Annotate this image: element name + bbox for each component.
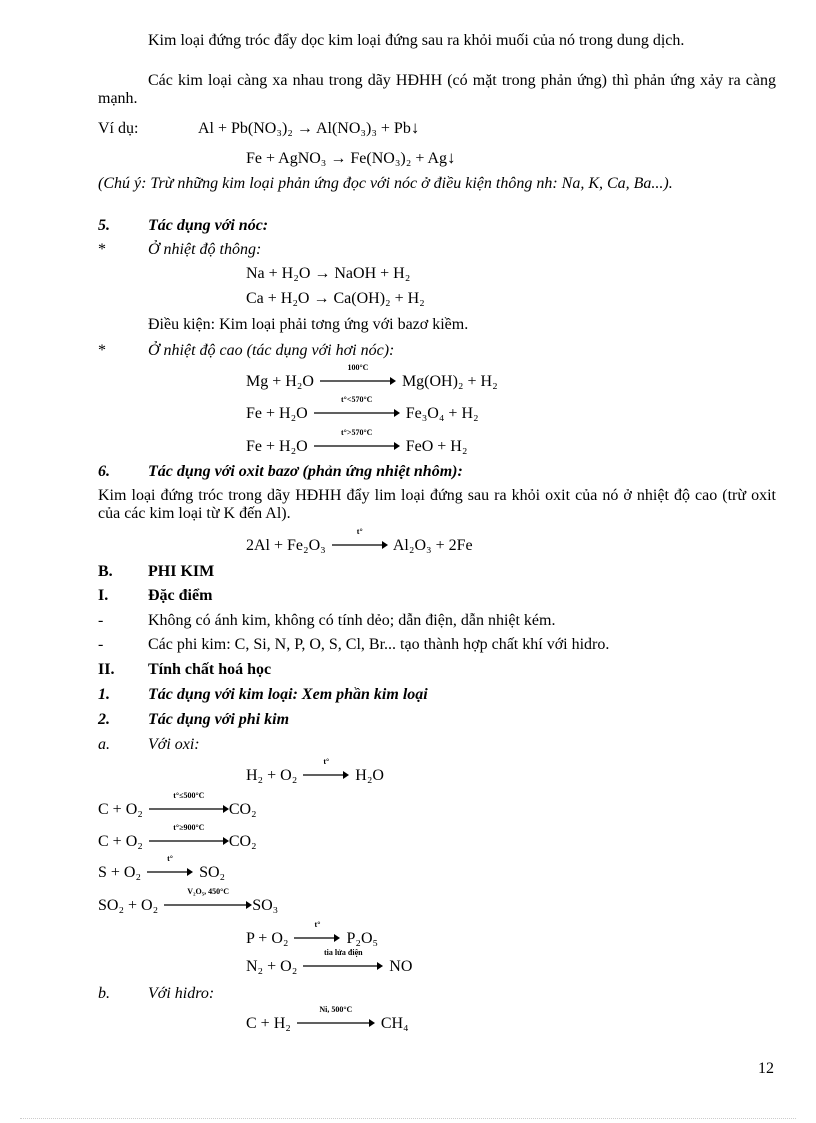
equation-right: P₂O₅ [346, 930, 379, 947]
precipitate-down-arrow-icon: ↓ [410, 118, 420, 137]
arrow-icon: → [313, 290, 330, 307]
equation-right: CO₂ [228, 801, 257, 818]
paragraph-thermite: Kim loại đứng tróc trong dãy HĐHH đẩy lim loại đứng sau ra khỏi oxit của nó ở nhiệt độ cao (trừ oxit của các kim loại từ K đến Al). [98, 487, 776, 522]
note-paragraph: (Chú ý: Trừ những kim loại phản ứng đọc với nóc ở điều kiện thông nh: Na, K, Ca, Ba...). [98, 175, 673, 192]
equation-left: Fe + H₂O [246, 405, 308, 422]
reaction-arrow-icon [294, 920, 340, 943]
section-5-number: 5. [98, 217, 110, 234]
equation-left: Al + Pb(NO₃)₂ [198, 120, 293, 137]
example-label: Ví dụ: [98, 120, 139, 137]
equation-left: C + O₂ [98, 833, 143, 850]
reaction-condition: t°≤500°C [173, 791, 205, 800]
equation-left: N₂ + O₂ [246, 958, 298, 975]
equation-left: Fe + AgNO₃ [246, 150, 327, 167]
section-5-title: Tác dụng với nóc: [148, 217, 269, 234]
reaction-arrow-icon [314, 395, 400, 418]
equation-left: Fe + H₂O [246, 438, 308, 455]
section-i-title: Đặc điểm [148, 587, 213, 604]
equation-right: Mg(OH)₂ + H₂ [401, 373, 498, 390]
star-bullet: * [98, 241, 106, 258]
section-ii-title: Tính chất hoá học [148, 661, 272, 678]
reaction-arrow-icon [303, 948, 383, 971]
equation-left: Ca + H₂O [246, 290, 310, 307]
arrow-icon: → [296, 120, 313, 137]
equation-so2-o2 [98, 887, 279, 917]
equation-right: CH₄ [380, 1015, 409, 1032]
equation-left: Mg + H₂O [246, 373, 314, 390]
high-temp-heading: Ở nhiệt độ cao (tác dụng với hơi nóc): [148, 342, 395, 359]
equation-al-pb [198, 117, 419, 140]
equation-left: C + H₂ [246, 1015, 291, 1032]
subsection-a-title: Với oxi: [148, 736, 200, 753]
arrow-icon: → [330, 150, 347, 167]
reaction-arrow-icon [297, 1005, 375, 1028]
equation-right: NaOH + H₂ [334, 265, 411, 282]
equation-s-o2 [98, 854, 226, 884]
feature-item: Các phi kim: C, Si, N, P, O, S, Cl, Br... tạo thành hợp chất khí với hidro. [148, 636, 610, 653]
section-1-number: 1. [98, 686, 110, 703]
equation-right: Fe₃O₄ + H₂ [405, 405, 479, 422]
reaction-condition: t° [356, 527, 363, 536]
equation-left: H₂ + O₂ [246, 767, 298, 784]
section-6-number: 6. [98, 463, 110, 480]
reaction-arrow-icon [149, 823, 229, 846]
section-i-number: I. [98, 587, 109, 604]
reaction-condition: t°>570°C [341, 428, 373, 437]
equation-c-o2-high [98, 823, 257, 853]
section-ii-number: II. [98, 661, 115, 678]
equation-left: S + O₂ [98, 864, 142, 881]
reaction-condition: t° [323, 757, 330, 766]
equation-right: CO₂ [228, 833, 257, 850]
equation-c-h2 [246, 1005, 409, 1035]
equation-fe-water-high [246, 428, 468, 458]
section-b-title: PHI KIM [148, 563, 215, 580]
arrow-icon: → [314, 265, 331, 282]
precipitate-down-arrow-icon: ↓ [447, 148, 456, 167]
equation-fe-water-low [246, 395, 479, 425]
reaction-arrow-icon [332, 527, 388, 550]
normal-temp-heading: Ở nhiệt độ thông: [148, 241, 262, 258]
reaction-arrow-icon [147, 854, 193, 877]
reaction-condition: V₂O₅, 450°C [187, 887, 230, 896]
equation-right: Al₂O₃ + 2Fe [392, 537, 473, 554]
reaction-arrow-icon [149, 791, 229, 814]
equation-h2-o2 [246, 757, 384, 787]
equation-left: C + O₂ [98, 801, 143, 818]
section-2-number: 2. [98, 711, 110, 728]
footer-divider [20, 1118, 796, 1119]
paragraph-reaction-strength: Các kim loại càng xa nhau trong dãy HĐHH (có mặt trong phản ứng) thì phản ứng xảy ra càng mạnh. [98, 72, 776, 107]
subsection-a-letter: a. [98, 736, 110, 753]
reaction-condition: tia lửa điện [324, 948, 363, 957]
section-2-title: Tác dụng với phi kim [148, 711, 290, 728]
reaction-arrow-icon [314, 428, 400, 451]
equation-ca-water [246, 288, 425, 310]
section-6-title: Tác dụng với oxit bazơ (phản ứng nhiệt nhôm): [148, 463, 463, 480]
section-b-number: B. [98, 563, 113, 580]
equation-left: Na + H₂O [246, 265, 311, 282]
equation-left: P + O₂ [246, 930, 289, 947]
reaction-condition: t° [314, 920, 321, 929]
equation-fe-ag [246, 147, 456, 170]
reaction-condition: t°≥900°C [173, 823, 205, 832]
feature-item: Không có ánh kim, không có tính dẻo; dẫn điện, dẫn nhiệt kém. [148, 612, 556, 629]
equation-na-water [246, 263, 410, 285]
equation-p-o2 [246, 920, 379, 950]
equation-n2-o2 [246, 948, 413, 978]
equation-right: SO₃ [252, 897, 279, 914]
reaction-arrow-icon [320, 363, 396, 386]
reaction-arrow-icon [303, 757, 349, 780]
section-1-title: Tác dụng với kim loại: Xem phần kim loại [148, 686, 428, 703]
equation-right: H₂O [355, 767, 384, 784]
star-bullet: * [98, 342, 106, 359]
reaction-condition: t°<570°C [341, 395, 373, 404]
subsection-b-title: Với hidro: [148, 985, 215, 1002]
reaction-condition: Ni, 500°C [319, 1005, 353, 1014]
equation-right: Al(NO₃)₃ + Pb [315, 120, 411, 137]
dash-bullet: - [98, 612, 104, 629]
equation-left: SO₂ + O₂ [98, 897, 159, 914]
page-number: 12 [758, 1060, 774, 1077]
dash-bullet: - [98, 636, 104, 653]
condition-text: Điều kiện: Kim loại phải tơng ứng với bazơ kiềm. [148, 316, 469, 333]
reaction-condition: t° [167, 854, 173, 863]
equation-left: 2Al + Fe₂O₃ [246, 537, 326, 554]
equation-mg-water [246, 363, 498, 393]
equation-thermite [246, 527, 473, 557]
equation-right: Fe(NO₃)₂ + Ag [350, 150, 448, 167]
reaction-condition: 100°C [347, 363, 369, 372]
reaction-arrow-icon [164, 887, 252, 910]
equation-right: NO [389, 958, 413, 975]
equation-right: FeO + H₂ [405, 438, 468, 455]
paragraph-displacement: Kim loại đứng tróc đẩy dọc kim loại đứng sau ra khỏi muối của nó trong dung dịch. [148, 32, 685, 49]
equation-right: Ca(OH)₂ + H₂ [333, 290, 425, 307]
subsection-b-letter: b. [98, 985, 110, 1002]
equation-right: SO₂ [199, 864, 226, 881]
equation-c-o2-low [98, 791, 257, 821]
